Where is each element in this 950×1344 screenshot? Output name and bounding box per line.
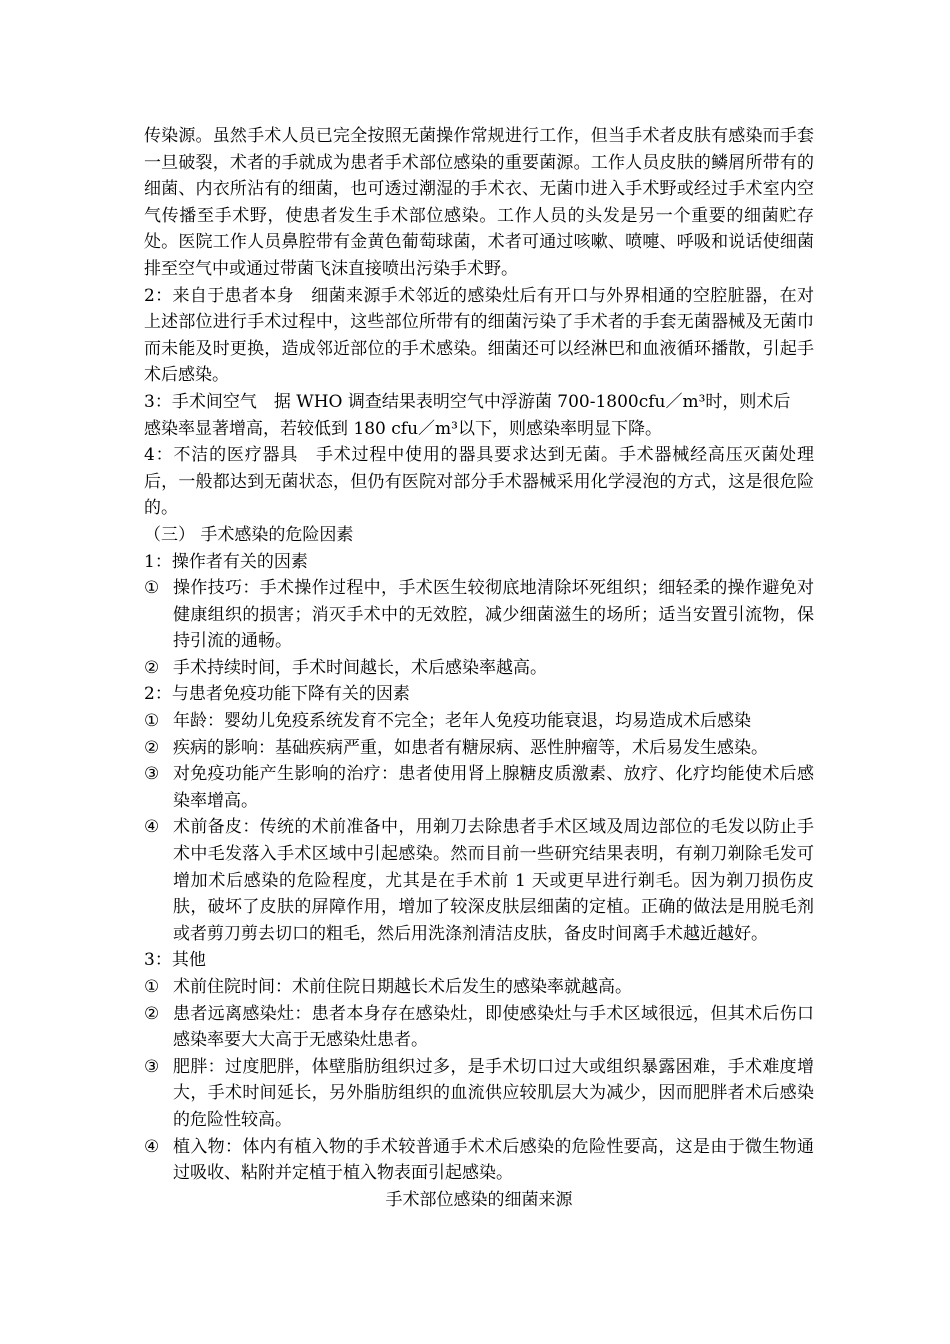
list-item <box>144 708 814 735</box>
source-patient-paragraph: 2：来自于患者本身 细菌来源手术邻近的感染灶后有开口与外界相通的空腔脏器，在对上述部位进行手术过程中，这些部位所带有的细菌污染了手术者的手套无菌器械及无菌巾而未能及时更换，造成邻近部位的手术感染。细菌还可以经淋巴和血液循环播散，引起手术后感染。 <box>144 285 814 386</box>
group-title: 1：操作者有关的因素 <box>144 551 308 572</box>
list-item <box>144 655 814 682</box>
section-caption: 手术部位感染的细菌来源 <box>385 1189 573 1210</box>
section-heading: （三） 手术感染的危险因素 <box>144 524 354 545</box>
list-number: ③ <box>144 1056 160 1077</box>
list-item <box>144 974 814 1001</box>
group-title: 2：与患者免疫功能下降有关的因素 <box>144 684 410 705</box>
list-text: 疾病的影响：基础疾病严重，如患者有糖尿病、恶性肿瘤等，术后易发生感染。 <box>173 737 768 758</box>
list-text: 对免疫功能产生影响的治疗：患者使用肾上腺糖皮质激素、放疗、化疗均能使术后感染率增高。 <box>173 764 814 811</box>
list-number: ① <box>144 711 160 732</box>
list-number: ③ <box>144 764 160 785</box>
list-text: 操作技巧：手术操作过程中，手术医生较彻底地清除坏死组织；细轻柔的操作避免对健康组织的损害；消灭手术中的无效腔，减少细菌滋生的场所；适当安置引流物，保持引流的通畅。 <box>173 578 814 652</box>
list-text: 患者远离感染灶：患者本身存在感染灶，即使感染灶与手术区域很远，但其术后伤口感染率要大大高于无感染灶患者。 <box>173 1003 814 1051</box>
list-text: 术前备皮：传统的术前准备中，用剃刀去除患者手术区域及周边部位的毛发以防止手术中毛发落入手术区域中引起感染。然而目前一些研究结果表明，有剃刀剃除毛发可增加术后感染的危险程度，尤其是在手术前 1 天或更早进行剃毛。因为剃刀损伤皮肤，破坏了皮肤的屏障作用，增加了较深皮肤层细菌的定植。正确的做法是用脱毛剂或者剪刀剪去切口的粗毛，然后用洗涤剂清洁皮肤，备皮时间离手术越近越好。 <box>173 817 814 944</box>
list-number: ④ <box>144 1136 160 1157</box>
intro-paragraph: 传染源。虽然手术人员已完全按照无菌操作常规进行工作，但当手术者皮肤有感染而手套一旦破裂，术者的手就成为患者手术部位感染的重要菌源。工作人员皮肤的鳞屑所带有的细菌、内衣所沾有的细菌，也可透过潮湿的手术衣、无菌巾进入手术野或经过手术室内空气传播至手术野，使患者发生手术部位感染。工作人员的头发是另一个重要的细菌贮存处。医院工作人员鼻腔带有金黄色葡萄球菌，术者可通过咳嗽、喷嚏、呼吸和说话使细菌排至空气中或通过带菌飞沫直接喷出污染手术野。 <box>144 126 814 279</box>
list-number: ② <box>144 657 160 678</box>
list-item <box>144 1054 814 1134</box>
source-air-line-2: 感染率显著增高，若较低到 180 cfu／m³以下，则感染率明显下降。 <box>144 418 662 439</box>
list-item <box>144 1134 814 1187</box>
document-body <box>144 123 814 1213</box>
list-number: ② <box>144 1003 160 1024</box>
list-item <box>144 1001 814 1054</box>
list-text: 植入物：体内有植入物的手术较普通手术术后感染的危险性要高，这是由于微生物通过吸收、粘附并定植于植入物表面引起感染。 <box>173 1136 814 1184</box>
list-item <box>144 814 814 947</box>
list-number: ④ <box>144 817 160 838</box>
list-item <box>144 761 814 814</box>
list-number: ② <box>144 737 160 758</box>
list-text: 年龄：婴幼儿免疫系统发育不完全；老年人免疫功能衰退，均易造成术后感染 <box>173 711 751 732</box>
list-item <box>144 575 814 655</box>
source-air-line-1: 3：手术间空气 据 WHO 调查结果表明空气中浮游菌 700-1800cfu／m³时，则术后 <box>144 391 791 412</box>
list-text: 肥胖：过度肥胖，体壁脂肪组织过多，是手术切口过大或组织暴露困难，手术难度增大，手术时间延长，另外脂肪组织的血流供应较肌层大为减少，因而肥胖者术后感染的危险性较高。 <box>173 1056 814 1130</box>
source-instruments-paragraph: 4：不洁的医疗器具 手术过程中使用的器具要求达到无菌。手术器械经高压灭菌处理后，一般都达到无菌状态，但仍有医院对部分手术器械采用化学浸泡的方式，这是很危险的。 <box>144 445 814 519</box>
group-title: 3：其他 <box>144 950 206 971</box>
list-text: 术前住院时间：术前住院日期越长术后发生的感染率就越高。 <box>173 977 632 997</box>
list-text: 手术持续时间，手术时间越长，术后感染率越高。 <box>173 657 547 678</box>
list-item <box>144 735 814 762</box>
list-number: ① <box>144 578 160 599</box>
list-number: ① <box>144 977 160 997</box>
